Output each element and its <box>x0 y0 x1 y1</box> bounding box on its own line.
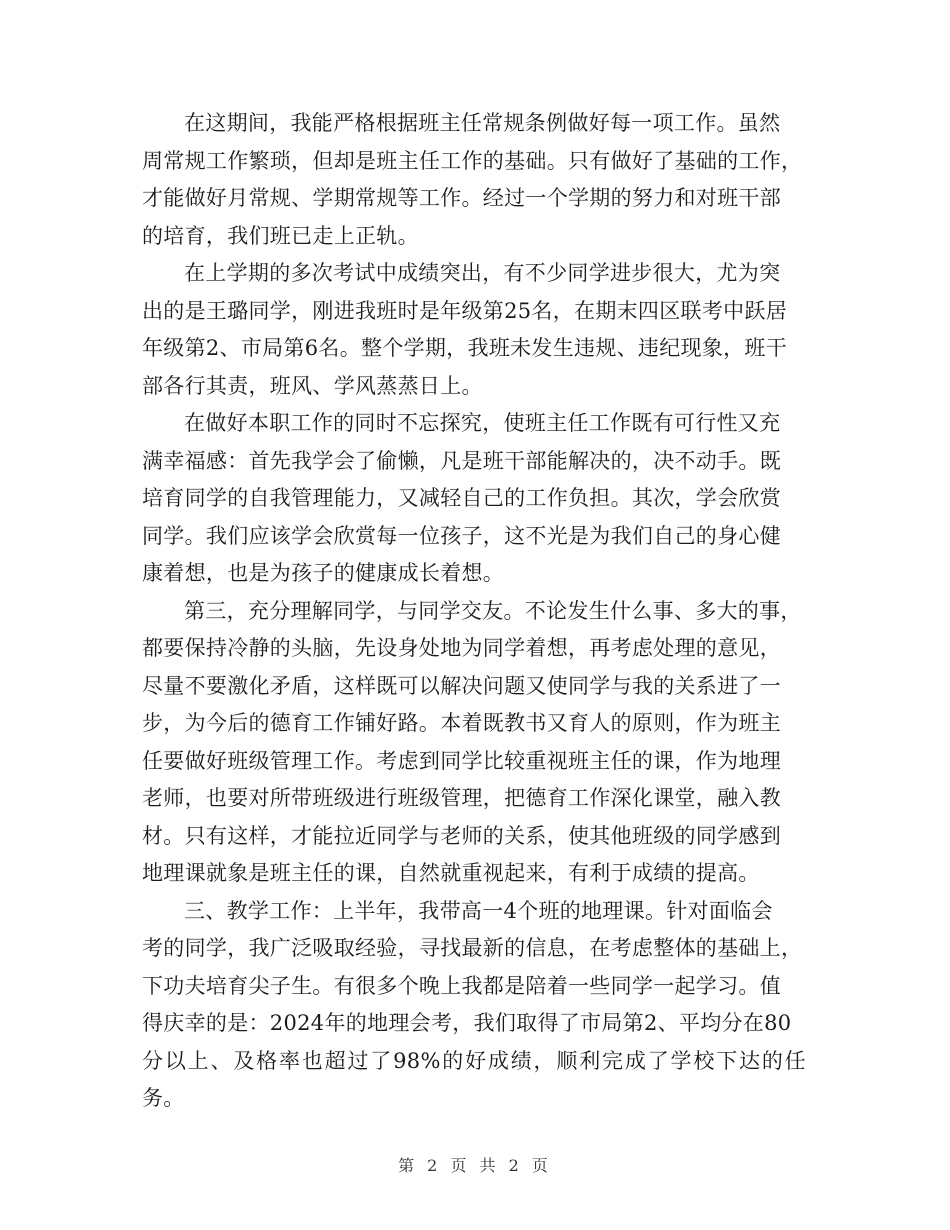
document-body <box>142 105 806 1118</box>
paragraph-5: 三、教学工作：上半年，我带高一4个班的地理课。针对面临会 考的同学，我广泛吸取经验，寻找最新的信息，在考虑整体的基础上， 下功夫培育尖子生。有很多个晚上我都是陪着一些同学一起学习。值 得庆幸的是：2024年的地理会考，我们取得了市局第2、平均分在80 分以上、及格率也超过了98%的好成绩，顺利完成了学校下达的任务。 <box>142 898 806 1110</box>
page-number-footer: 第 2 页 共 2 页 <box>398 1156 552 1175</box>
paragraph-2: 在上学期的多次考试中成绩突出，有不少同学进步很大，尤为突 出的是王璐同学，刚进我班时是年级第25名，在期末四区联考中跃居 年级第2、市局第6名。整个学期，我班未发生违规、违纪现象，班干 部各行其责，班风、学风蒸蒸日上。 <box>142 261 788 398</box>
paragraph-1: 在这期间，我能严格根据班主任常规条例做好每一项工作。虽然 周常规工作繁琐，但却是班主任工作的基础。只有做好了基础的工作， 才能做好月常规、学期常规等工作。经过一个学期的努力和对班干部 的培育，我们班已走上正轨。 <box>142 111 803 248</box>
paragraph-4: 第三，充分理解同学，与同学交友。不论发生什么事、多大的事， 都要保持冷静的头脑，先设身处地为同学着想，再考虑处理的意见， 尽量不要激化矛盾，这样既可以解决问题又使同学与我的关系进了一 步，为今后的德育工作铺好路。本着既教书又育人的原则，作为班主 任要做好班级管理工作。考虑到同学比较重视班主任的课，作为地理 老师，也要对所带班级进行班级管理，把德育工作深化课堂，融入教 材。只有这样，才能拉近同学与老师的关系，使其他班级的同学感到 地理课就象是班主任的课，自然就重视起来，有利于成绩的提高。 <box>142 598 802 885</box>
paragraph-3: 在做好本职工作的同时不忘探究，使班主任工作既有可行性又充 满幸福感：首先我学会了偷懒，凡是班干部能解决的，决不动手。既 培育同学的自我管理能力，又减轻自己的工作负担。其次，学会欣赏 同学。我们应该学会欣赏每一位孩子，这不光是为我们自己的身心健 康着想，也是为孩子的健康成长着想。 <box>142 411 781 585</box>
